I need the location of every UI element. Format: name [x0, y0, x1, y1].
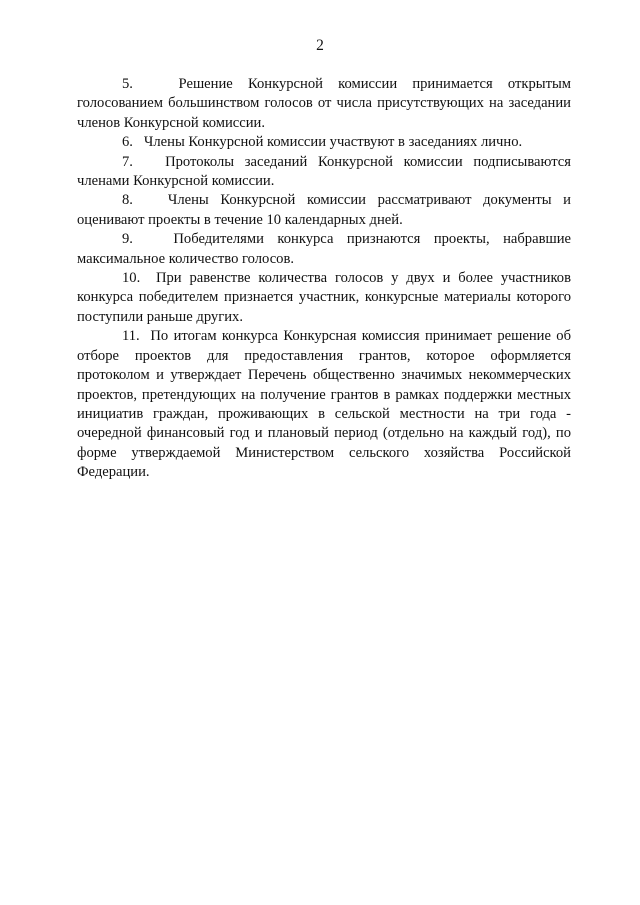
paragraph-11: 11. По итогам конкурса Конкурсная комиссия принимает решение об отборе проектов для предоставления грантов, которое оформляется протоколом и утверждает Перечень общественно значимых некоммерческих проектов, претендующих на получение грантов в рамках поддержки местных инициатив граждан, проживающих в сельской местности на три года - очередной финансовый год и плановый период (отдельно на каждый год), по форме утверждаемой Министерством сельского хозяйства Российской Федерации.	[77, 328, 571, 481]
paragraph-5: 5. Решение Конкурсной комиссии принимается открытым голосованием большинством голосов от числа присутствующих на заседании членов Конкурсной комиссии.	[77, 76, 571, 131]
page-number: 2	[316, 37, 324, 54]
paragraph-6: 6. Члены Конкурсной комиссии участвуют в заседаниях лично.	[122, 134, 523, 151]
paragraph-8: 8. Члены Конкурсной комиссии рассматривают документы и оценивают проекты в течение 10 календарных дней.	[77, 192, 571, 228]
document-body	[77, 75, 571, 483]
paragraph-10: 10. При равенстве количества голосов у двух и более участников конкурса победителем признается участник, конкурсные материалы которого поступили раньше других.	[77, 270, 571, 325]
paragraph-9: 9. Победителями конкурса признаются проекты, набравшие максимальное количество голосов.	[77, 231, 571, 267]
paragraph-7: 7. Протоколы заседаний Конкурсной комиссии подписываются членами Конкурсной комиссии.	[77, 153, 571, 190]
